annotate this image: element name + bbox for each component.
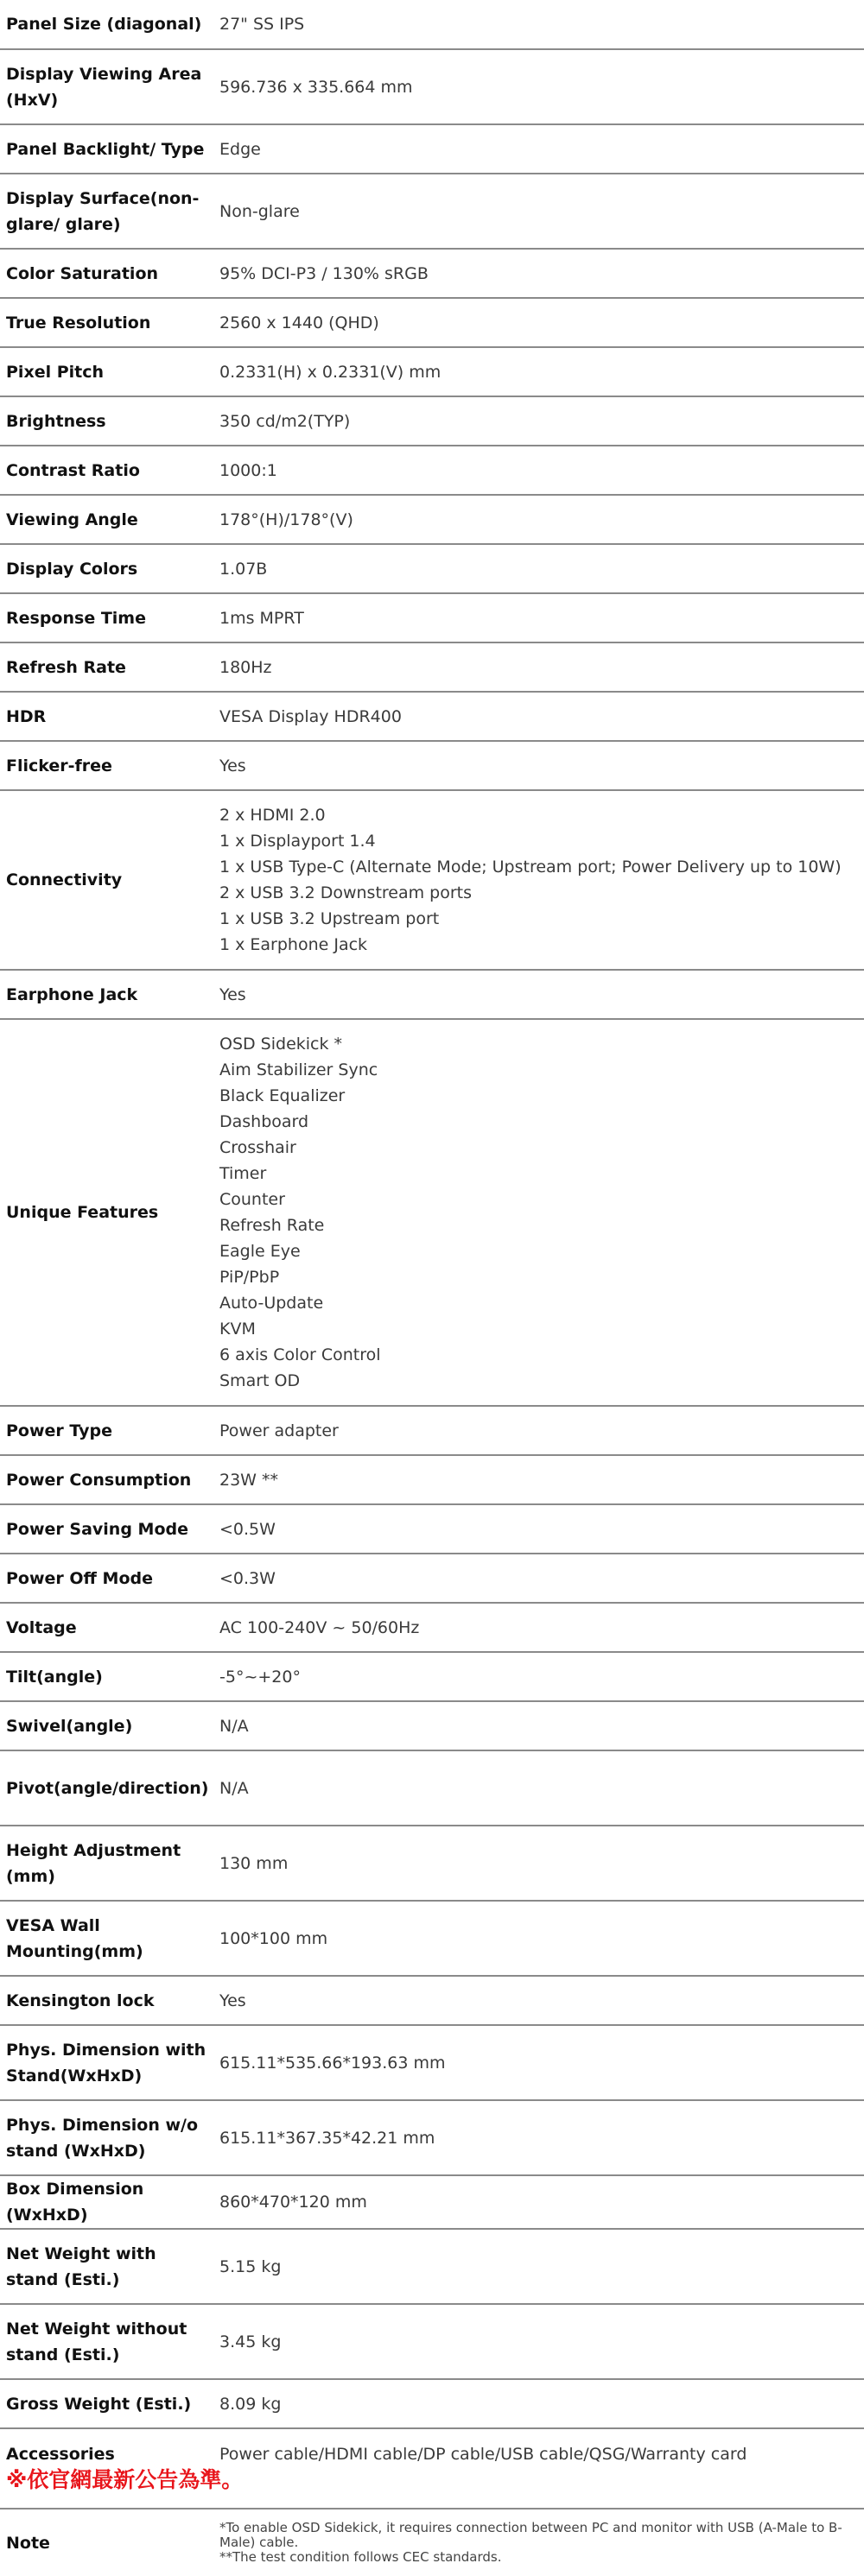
spec-value-line: 0.2331(H) x 0.2331(V) mm xyxy=(219,362,442,382)
spec-value-line: 1 x Earphone Jack xyxy=(219,935,368,954)
spec-row xyxy=(0,2304,864,2379)
spec-value-line: 615.11*367.35*42.21 mm xyxy=(219,2128,435,2148)
accessories-label xyxy=(0,2428,244,2509)
spec-value xyxy=(219,1826,864,1901)
spec-value xyxy=(219,1750,864,1826)
spec-label: Power Saving Mode xyxy=(0,1504,219,1554)
spec-row xyxy=(0,446,864,495)
spec-row xyxy=(0,1455,864,1504)
spec-label: Box Dimension (WxHxD) xyxy=(0,2175,219,2229)
spec-label: Display Colors xyxy=(0,544,219,593)
spec-value-line: 1ms MPRT xyxy=(219,608,304,628)
spec-value-line: 350 cd/m2(TYP) xyxy=(219,411,351,431)
spec-row xyxy=(0,49,864,124)
official-notice: ※依官網最新公告為準。 xyxy=(6,2467,244,2492)
spec-row xyxy=(0,298,864,347)
spec-row xyxy=(0,495,864,544)
spec-value-line: 1 x USB 3.2 Upstream port xyxy=(219,909,440,928)
spec-value-line: PiP/PbP xyxy=(219,1268,280,1287)
spec-value-line: Smart OD xyxy=(219,1371,301,1390)
spec-row xyxy=(0,1406,864,1455)
spec-label: Pivot(angle/direction) xyxy=(0,1750,219,1826)
spec-value xyxy=(219,1455,864,1504)
spec-row xyxy=(0,396,864,446)
spec-value xyxy=(219,2025,864,2100)
spec-value xyxy=(219,347,864,396)
spec-row xyxy=(0,692,864,741)
spec-label: Power Consumption xyxy=(0,1455,219,1504)
spec-value-line: Yes xyxy=(219,984,246,1004)
spec-row xyxy=(0,0,864,49)
spec-row xyxy=(0,1750,864,1826)
spec-label: HDR xyxy=(0,692,219,741)
spec-row xyxy=(0,1976,864,2025)
spec-value-line: 3.45 kg xyxy=(219,2332,282,2351)
spec-value xyxy=(219,1701,864,1750)
spec-value xyxy=(219,2379,864,2428)
spec-label: Net Weight without stand (Esti.) xyxy=(0,2304,219,2379)
spec-value-line: 1.07B xyxy=(219,559,268,579)
spec-value xyxy=(219,1901,864,1976)
spec-value xyxy=(219,446,864,495)
spec-label: Color Saturation xyxy=(0,249,219,298)
spec-row xyxy=(0,2379,864,2428)
spec-value-line: Edge xyxy=(219,139,261,159)
spec-value xyxy=(219,741,864,790)
spec-value xyxy=(219,174,864,249)
spec-value-line: 130 mm xyxy=(219,1853,289,1873)
spec-value-line: 860*470*120 mm xyxy=(219,2193,367,2212)
spec-row xyxy=(0,1019,864,1406)
spec-label: Refresh Rate xyxy=(0,642,219,692)
spec-label: Height Adjustment (mm) xyxy=(0,1826,219,1901)
spec-label: Phys. Dimension with Stand(WxHxD) xyxy=(0,2025,219,2100)
spec-value-line: Power adapter xyxy=(219,1421,339,1440)
spec-label: Power Off Mode xyxy=(0,1554,219,1603)
spec-value xyxy=(219,49,864,124)
spec-value-line: KVM xyxy=(219,1320,256,1339)
spec-row xyxy=(0,1554,864,1603)
spec-value-line: Aim Stabilizer Sync xyxy=(219,1060,378,1079)
spec-row xyxy=(0,2100,864,2175)
spec-row xyxy=(0,2025,864,2100)
spec-value-line: OSD Sidekick * xyxy=(219,1035,343,1054)
spec-row xyxy=(0,970,864,1019)
spec-value xyxy=(219,2229,864,2304)
accessories-label-text: Accessories xyxy=(6,2445,115,2464)
spec-value-line: 1000:1 xyxy=(219,460,277,480)
spec-label: True Resolution xyxy=(0,298,219,347)
spec-value xyxy=(219,0,864,49)
spec-value xyxy=(219,642,864,692)
spec-value xyxy=(219,249,864,298)
spec-row xyxy=(0,2175,864,2229)
spec-row xyxy=(0,1901,864,1976)
spec-value-line: 1 x USB Type-C (Alternate Mode; Upstream port; Power Delivery up to 10W) xyxy=(219,858,842,877)
spec-label: Brightness xyxy=(0,396,219,446)
spec-value-line: Dashboard xyxy=(219,1112,309,1131)
spec-value-line: VESA Display HDR400 xyxy=(219,706,402,726)
spec-value-line: 180Hz xyxy=(219,657,272,677)
spec-row xyxy=(0,2229,864,2304)
spec-value xyxy=(219,593,864,642)
spec-value xyxy=(219,1504,864,1554)
spec-label: Kensington lock xyxy=(0,1976,219,2025)
spec-value-line: Counter xyxy=(219,1190,285,1209)
spec-label: Panel Backlight/ Type xyxy=(0,124,219,174)
spec-value xyxy=(219,970,864,1019)
note-label: Note xyxy=(6,2533,50,2553)
accessories-row xyxy=(0,2428,864,2509)
spec-value-line: Non-glare xyxy=(219,201,300,221)
spec-row xyxy=(0,544,864,593)
spec-row xyxy=(0,1701,864,1750)
spec-row xyxy=(0,741,864,790)
spec-value xyxy=(219,396,864,446)
spec-value-line: AC 100-240V ~ 50/60Hz xyxy=(219,1617,420,1637)
spec-value xyxy=(219,2175,864,2229)
spec-label: Display Viewing Area (HxV) xyxy=(0,49,219,124)
spec-label: Tilt(angle) xyxy=(0,1652,219,1701)
spec-value xyxy=(219,692,864,741)
note-row xyxy=(0,2509,864,2576)
spec-row xyxy=(0,642,864,692)
spec-value-line: <0.3W xyxy=(219,1568,276,1588)
spec-value xyxy=(219,495,864,544)
note-line-1: *To enable OSD Sidekick, it requires connection between PC and monitor with USB (A-Male to B-Male) cable. xyxy=(219,2520,842,2550)
spec-row xyxy=(0,174,864,249)
spec-value-line: <0.5W xyxy=(219,1519,276,1539)
spec-value xyxy=(219,124,864,174)
spec-label: Contrast Ratio xyxy=(0,446,219,495)
spec-row xyxy=(0,347,864,396)
spec-value-line: 8.09 kg xyxy=(219,2394,282,2414)
spec-label: Pixel Pitch xyxy=(0,347,219,396)
spec-label: Power Type xyxy=(0,1406,219,1455)
spec-value xyxy=(219,1603,864,1652)
spec-label: Flicker-free xyxy=(0,741,219,790)
spec-value xyxy=(219,1554,864,1603)
spec-value-line: N/A xyxy=(219,1716,249,1736)
spec-label: Gross Weight (Esti.) xyxy=(0,2379,219,2428)
spec-value xyxy=(219,1976,864,2025)
spec-value-line: Refresh Rate xyxy=(219,1216,325,1235)
spec-value-line: Crosshair xyxy=(219,1138,296,1157)
spec-value-line: 2 x USB 3.2 Downstream ports xyxy=(219,883,473,902)
spec-label: Unique Features xyxy=(0,1019,219,1406)
spec-label: Response Time xyxy=(0,593,219,642)
spec-label: Connectivity xyxy=(0,790,219,970)
spec-value xyxy=(219,2100,864,2175)
spec-row xyxy=(0,1826,864,1901)
spec-value-line: 2560 x 1440 (QHD) xyxy=(219,313,379,332)
spec-value-line: N/A xyxy=(219,1778,249,1798)
spec-value xyxy=(219,544,864,593)
spec-value-line: Auto-Update xyxy=(219,1294,324,1313)
spec-label: Viewing Angle xyxy=(0,495,219,544)
note-line-2: **The test condition follows CEC standards. xyxy=(219,2549,502,2565)
spec-value-line: 23W ** xyxy=(219,1470,279,1490)
spec-value-line: Yes xyxy=(219,756,246,775)
spec-label: Display Surface(non-glare/ glare) xyxy=(0,174,219,249)
spec-row xyxy=(0,790,864,970)
spec-value-line: 1 x Displayport 1.4 xyxy=(219,832,376,851)
spec-value-line: 100*100 mm xyxy=(219,1928,328,1948)
spec-value-line: -5°~+20° xyxy=(219,1667,301,1687)
spec-row xyxy=(0,1504,864,1554)
spec-row xyxy=(0,1603,864,1652)
spec-label: Swivel(angle) xyxy=(0,1701,219,1750)
spec-label: Panel Size (diagonal) xyxy=(0,0,219,49)
spec-value-line: 5.15 kg xyxy=(219,2256,282,2276)
spec-row xyxy=(0,249,864,298)
spec-value xyxy=(219,1652,864,1701)
spec-value-line: 95% DCI-P3 / 130% sRGB xyxy=(219,263,429,283)
spec-value-line: 2 x HDMI 2.0 xyxy=(219,806,326,825)
note-value xyxy=(219,2509,864,2576)
spec-label: Phys. Dimension w/o stand (WxHxD) xyxy=(0,2100,219,2175)
spec-label: Earphone Jack xyxy=(0,970,219,1019)
spec-value-line: Eagle Eye xyxy=(219,1242,301,1261)
spec-row xyxy=(0,593,864,642)
spec-value-line: 615.11*535.66*193.63 mm xyxy=(219,2053,446,2073)
spec-label: VESA Wall Mounting(mm) xyxy=(0,1901,219,1976)
spec-value xyxy=(219,1019,864,1406)
spec-value-line: Black Equalizer xyxy=(219,1086,346,1105)
spec-value xyxy=(219,790,864,970)
spec-value-line: Timer xyxy=(219,1164,267,1183)
spec-value-line: 596.736 x 335.664 mm xyxy=(219,77,413,97)
spec-value xyxy=(219,1406,864,1455)
spec-value-line: Yes xyxy=(219,1991,246,2010)
spec-value-line: 178°(H)/178°(V) xyxy=(219,510,353,529)
spec-value-line: 6 axis Color Control xyxy=(219,1345,381,1364)
spec-row xyxy=(0,124,864,174)
accessories-value: Power cable/HDMI cable/DP cable/USB cable/QSG/Warranty card xyxy=(219,2428,864,2509)
spec-value xyxy=(219,2304,864,2379)
spec-label: Net Weight with stand (Esti.) xyxy=(0,2229,219,2304)
spec-value-line: 27" SS IPS xyxy=(219,15,305,34)
spec-row xyxy=(0,1652,864,1701)
spec-label: Voltage xyxy=(0,1603,219,1652)
spec-value xyxy=(219,298,864,347)
